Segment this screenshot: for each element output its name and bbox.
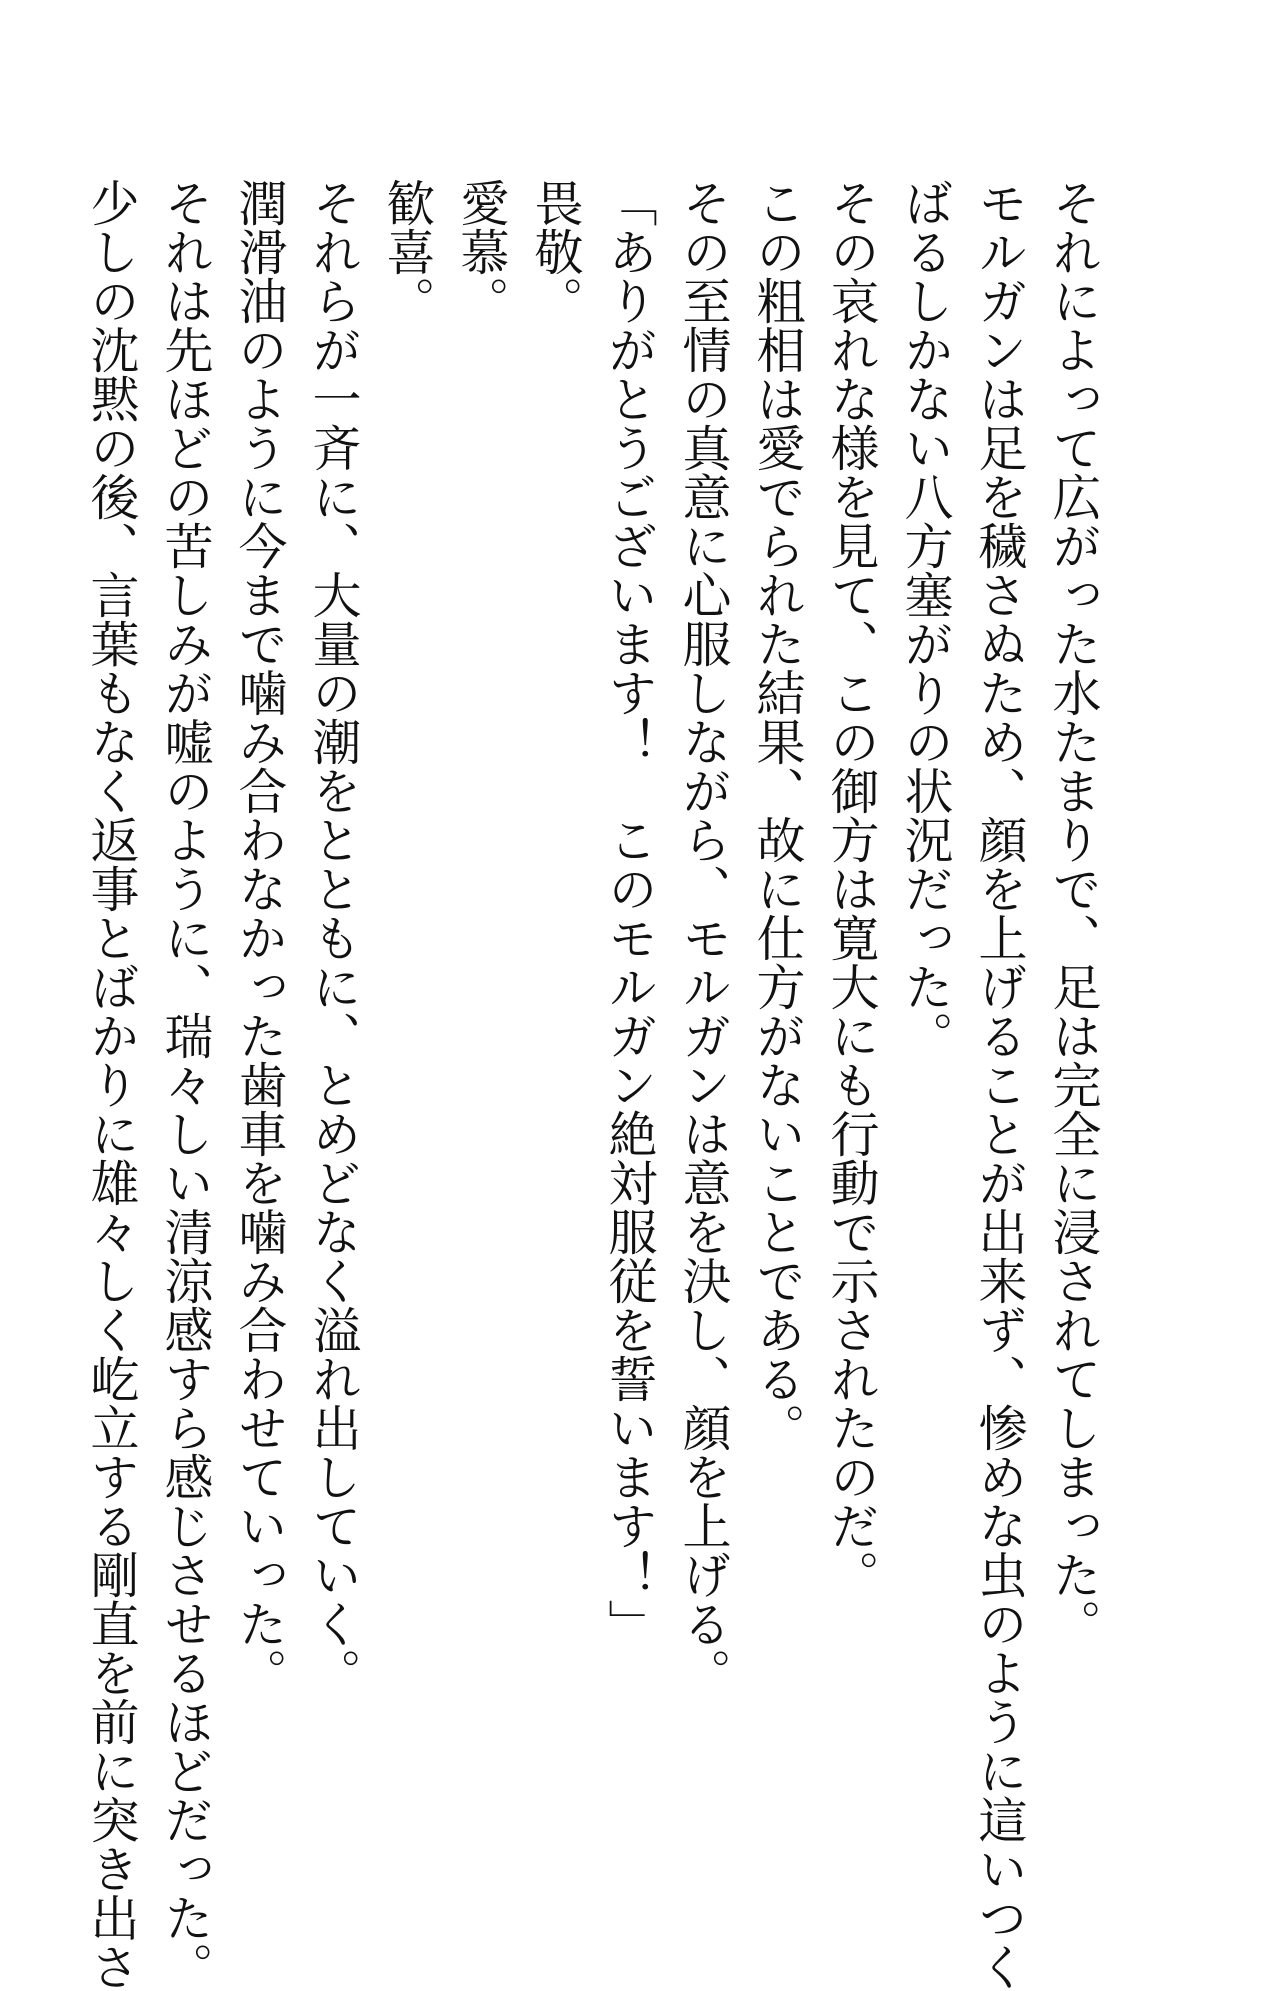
text-line-6: その至情の真意に心服しながら、モルガンは意を決し、顔を上げる。	[675, 178, 732, 1697]
text-line-14: 少しの沈黙の後、言葉もなく返事とばかりに雄々しく屹立する剛直を前に突き出さ	[83, 178, 140, 1991]
text-line-13: それは先ほどの苦しみが嘘のように、瑞々しい清涼感すら感じさせるほどだった。	[157, 178, 214, 1991]
text-line-4: その哀れな様を見て、この御方は寛大にも行動で示されたのだ。	[823, 178, 880, 1599]
text-line-12: 潤滑油のように今まで噛み合わなかった歯車を噛み合わせていった。	[231, 178, 288, 1697]
text-line-9: 愛慕。	[453, 178, 510, 325]
text-line-5: この粗相は愛でられた結果、故に仕方がないことである。	[749, 178, 806, 1452]
text-line-7: 「ありがとうございます！ このモルガン絶対服従を誓います！」	[601, 178, 658, 1648]
text-line-1: それによって広がった水たまりで、足は完全に浸されてしまった。	[1045, 178, 1102, 1648]
vertical-text-body	[74, 178, 1110, 1991]
text-line-2: モルガンは足を穢さぬため、顔を上げることが出来ず、惨めな虫のように這いつく	[971, 178, 1028, 1991]
text-line-3: ばるしかない八方塞がりの状況だった。	[897, 178, 954, 1060]
text-line-11: それらが一斉に、大量の潮をとともに、とめどなく溢れ出していく。	[305, 178, 362, 1697]
text-line-8: 畏敬。	[527, 178, 584, 325]
text-line-10: 歓喜。	[379, 178, 436, 325]
